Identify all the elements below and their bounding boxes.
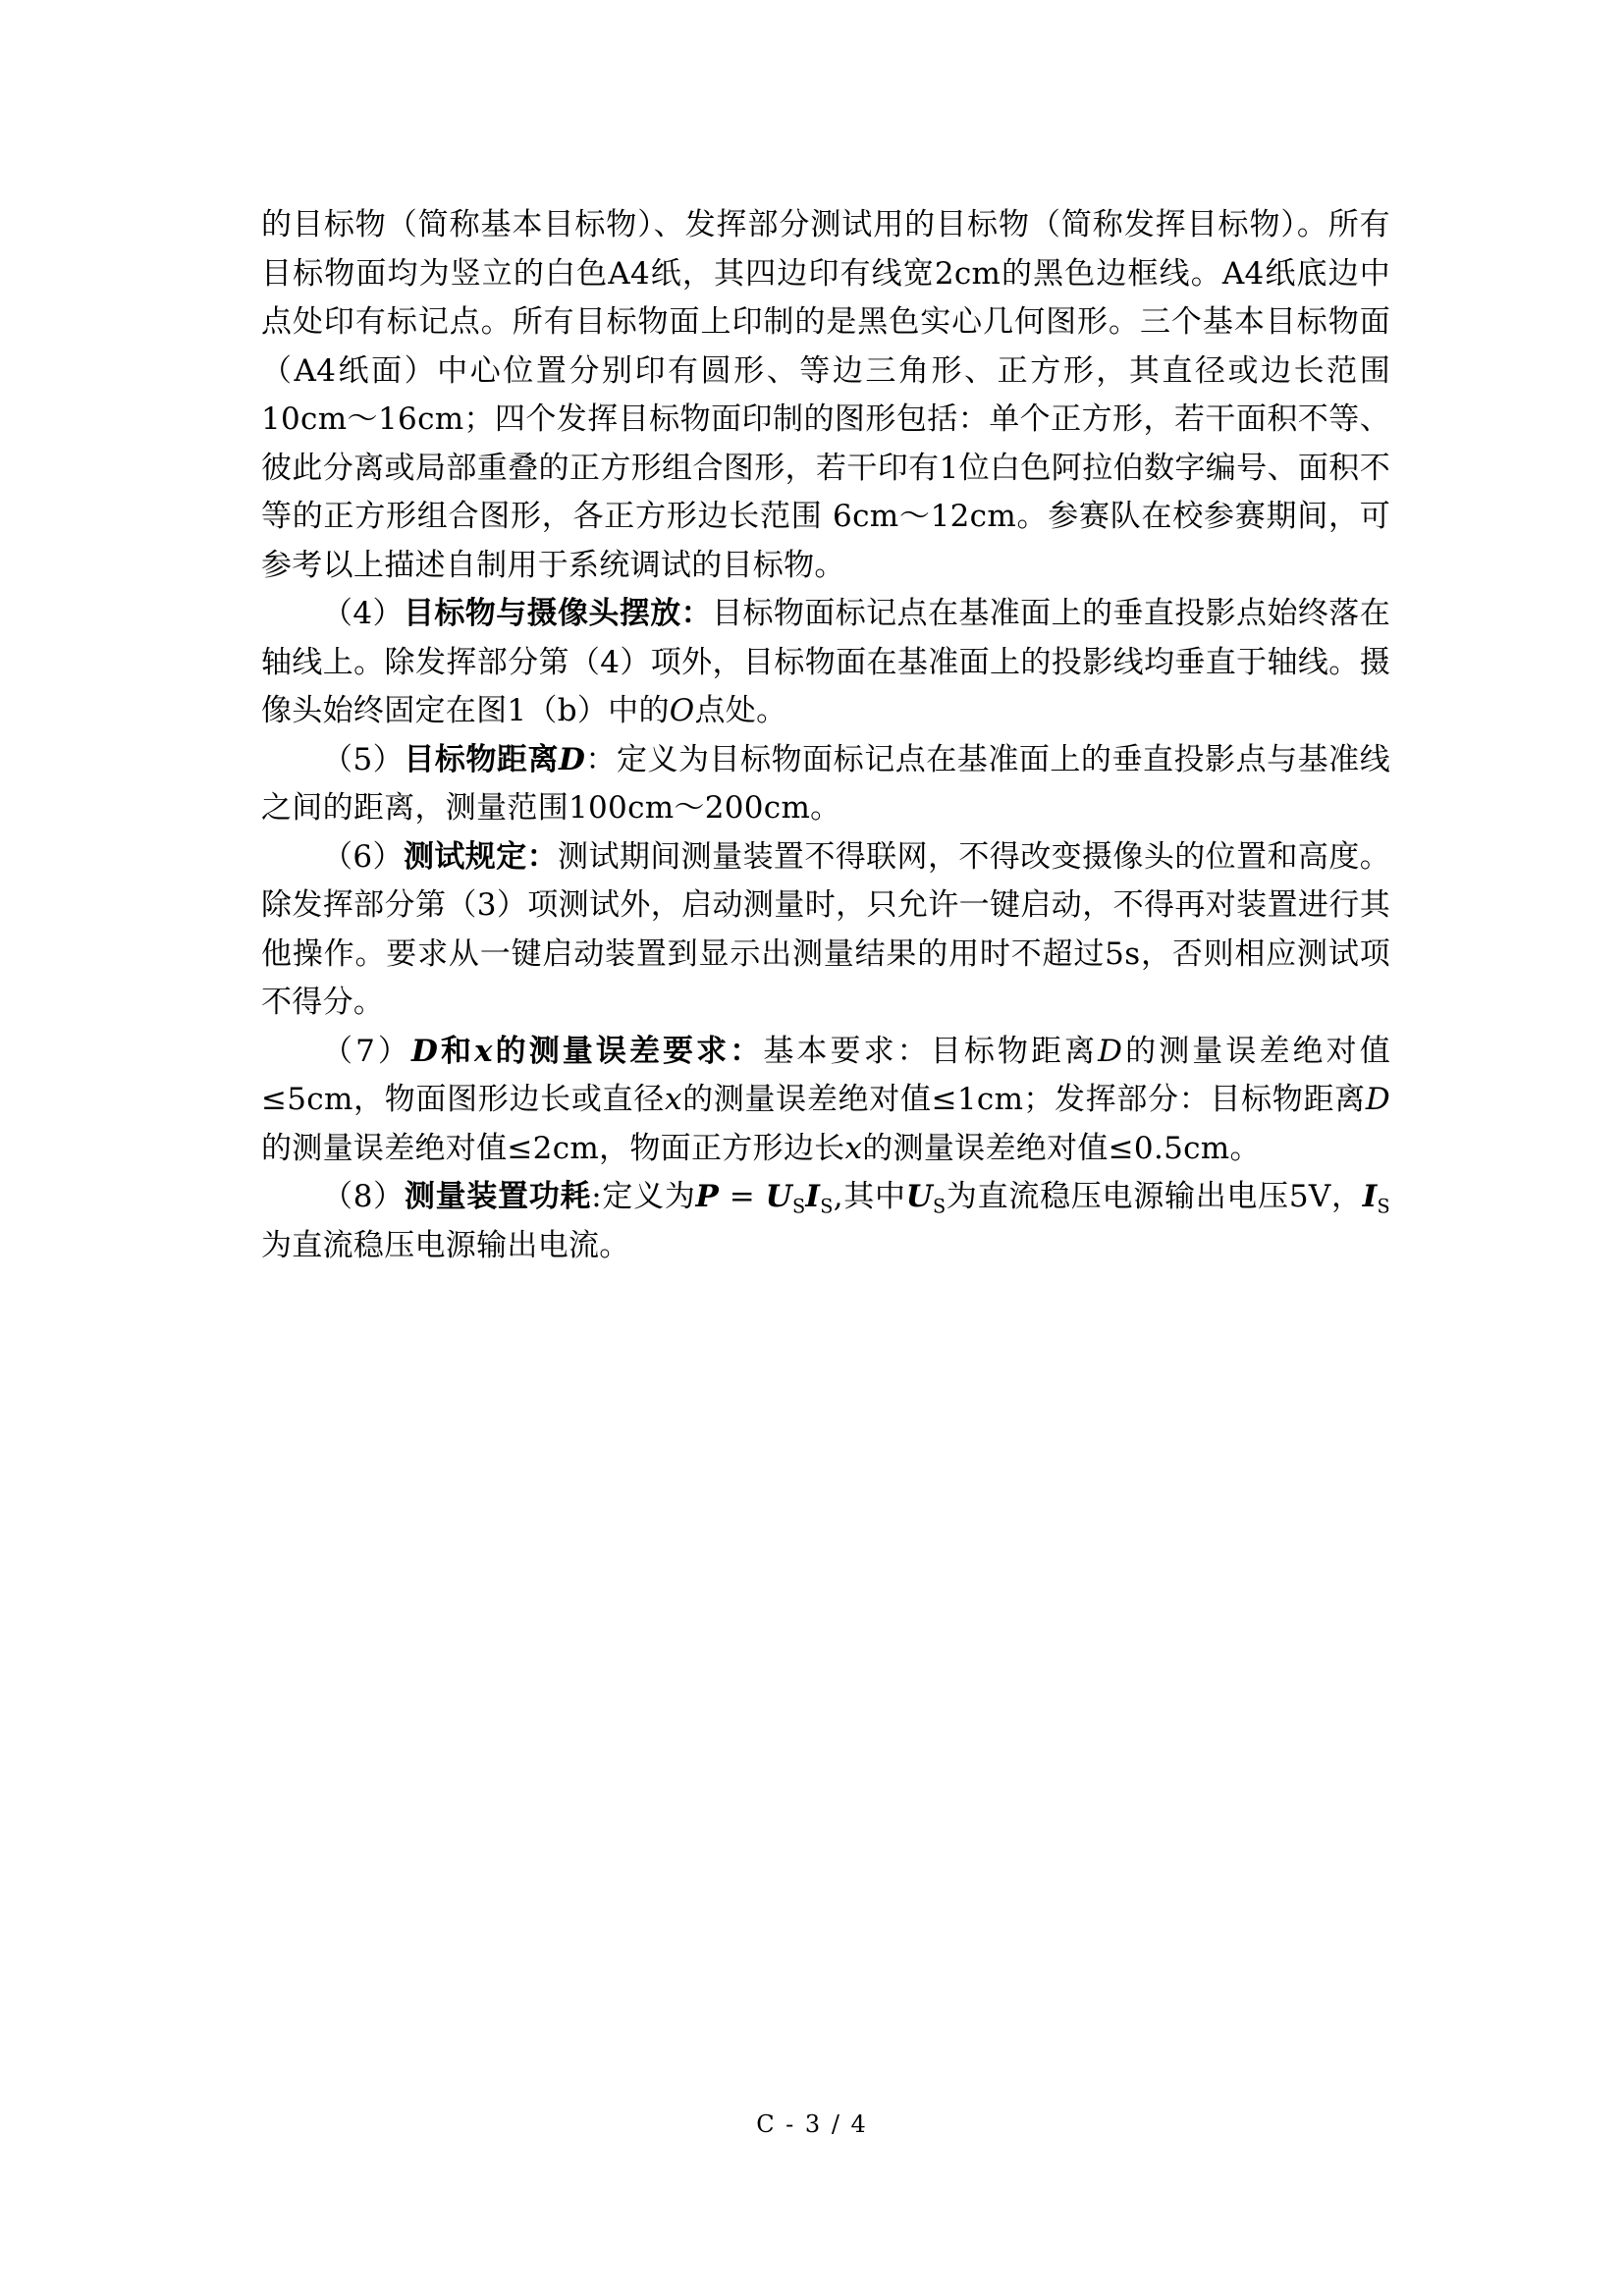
paragraph-5-heading: 目标物距离: [404, 741, 559, 777]
paragraph-target-objects: 的目标物（简称基本目标物）、发挥部分测试用的目标物（简称发挥目标物）。所有目标物面均为竖立的白色A4纸，其四边印有线宽2cm的黑色边框线。A4纸底边中点处印有标记点。所有目标物面上印制的是黑色实心几何图形。三个基本目标物面（A4纸面）中心位置分别印有圆形、等边三角形、正方形，其直径或边长范围10cm～16cm；四个发挥目标物面印制的图形包括：单个正方形，若干面积不等、彼此分离或局部重叠的正方形组合图形，若干印有1位白色阿拉伯数字编号、面积不等的正方形组合图形，各正方形边长范围 6cm～12cm。参赛队在校参赛期间，可参考以上描述自制用于系统调试的目标物。: [261, 207, 1390, 583]
paragraph-8-power: （8）测量装置功耗:定义为$P = U_SI_S$,其中$U_S$为直流稳压电源输出电压5V，$I_S$为直流稳压电源输出电流。: [261, 1179, 1390, 1263]
body-text: [261, 201, 1390, 1270]
paragraph-8-heading: 测量装置功耗: [404, 1179, 592, 1214]
paragraph-4-heading: 目标物与摄像头摆放：: [403, 596, 713, 631]
paragraph-5-distance: （5）目标物距离D：定义为目标物面标记点在基准面上的垂直投影点与基准线之间的距离，测量范围100cm～200cm。: [261, 741, 1391, 826]
paragraph-6-test-rules: （6）测试规定：测试期间测量装置不得联网，不得改变摄像头的位置和高度。除发挥部分第（3）项测试外，启动测量时，只允许一键启动，不得再对装置进行其他操作。要求从一键启动装置到显示出测量结果的用时不超过5s，否则相应测试项不得分。: [261, 838, 1391, 1020]
paragraph-4-placement: （4）目标物与摄像头摆放：目标物面标记点在基准面上的垂直投影点始终落在轴线上。除发挥部分第（4）项外，目标物面在基准面上的投影线均垂直于轴线。摄像头始终固定在图1（b）中的O点处。: [261, 596, 1391, 728]
paragraph-7-error-requirements: （7）D和x的测量误差要求：基本要求：目标物距离D的测量误差绝对值≤5cm，物面图形边长或直径x的测量误差绝对值≤1cm；发挥部分：目标物距离D的测量误差绝对值≤2cm，物面正方形边长x的测量误差绝对值≤0.5cm。: [261, 1033, 1391, 1166]
page-number: C - 3 / 4: [756, 2110, 868, 2138]
paragraph-6-heading: 测试规定：: [403, 838, 559, 875]
paragraph-7-heading: 的测量误差要求：: [492, 1033, 764, 1069]
power-formula: $P = U_SI_S$: [695, 1179, 834, 1218]
